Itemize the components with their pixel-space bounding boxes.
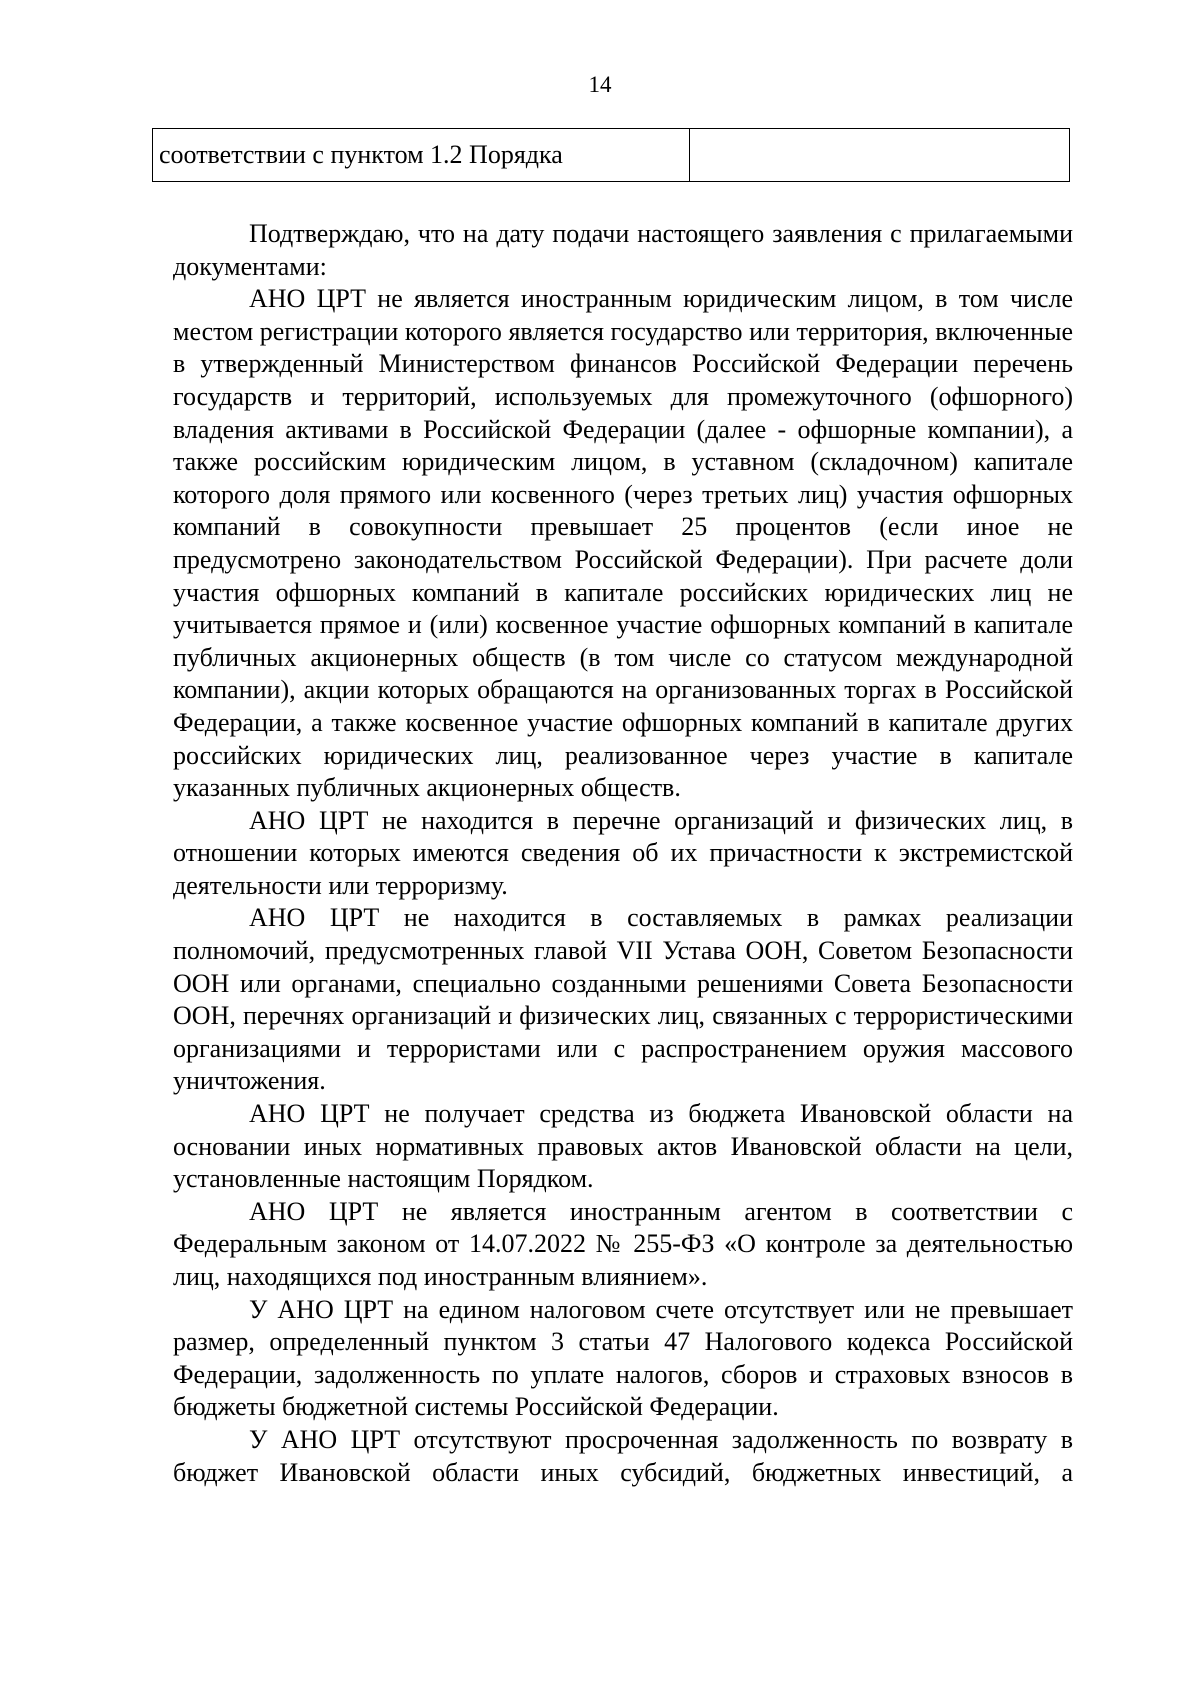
paragraph-tax-debt: У АНО ЦРТ на едином налоговом счете отсутствует или не превышает размер, определенный пунктом 3 статьи 47 Налогового кодекса Российской Федерации, задолженность по уплате налогов, сборов и страховых взносов в бюджеты бюджетной системы Российской Федерации.: [173, 1294, 1073, 1422]
table-cell-right: [690, 129, 1070, 182]
page-number: 14: [588, 72, 612, 97]
paragraph-un-sanctions-list: АНО ЦРТ не находится в составляемых в рамках реализации полномочий, предусмотренных главой VII Устава ООН, Советом Безопасности ООН или органами, специально созданными решениями Совета Безопасности ООН, перечнях организаций и физических лиц, связанных с террористическими организациями и террористами или с распространением оружия массового уничтожения.: [173, 903, 1073, 1096]
paragraph-extremism-list: АНО ЦРТ не находится в перечне организаций и физических лиц, в отношении которых имеются сведения об их причастности к экстремистской деятельности или терроризму.: [173, 805, 1073, 900]
paragraph-offshore-status: АНО ЦРТ не является иностранным юридическим лицом, в том числе местом регистрации которого является государство или территория, включенные в утвержденный Министерством финансов Российской Федерации перечень государств и территорий, используемых для промежуточного (офшорного) владения активами в Российской Федерации (далее - офшорные компании), а также российским юридическим лицом, в уставном (складочном) капитале которого доля прямого или косвенного (через третьих лиц) участия офшорных компаний в совокупности превышает 25 процентов (если иное не предусмотрено законодательством Российской Федерации). При расчете доли участия офшорных компаний в капитале российских юридических лиц не учитывается прямое и (или) косвенное участие офшорных компаний в капитале публичных акционерных обществ (в том числе со статусом международной компании), акции которых обращаются на организованных торгах в Российской Федерации, а также косвенное участие офшорных компаний в капитале других российских юридических лиц, реализованное через участие в капитале указанных публичных акционерных обществ.: [173, 284, 1073, 803]
paragraph-overdue-debt: У АНО ЦРТ отсутствуют просроченная задолженность по возврату в бюджет Ивановской области иных субсидий, бюджетных инвестиций, а: [173, 1424, 1073, 1487]
table-cell-left: соответствии с пунктом 1.2 Порядка: [153, 129, 690, 182]
paragraph-foreign-agent: АНО ЦРТ не является иностранным агентом в соответствии с Федеральным законом от 14.07.2022 № 255-ФЗ «О контроле за деятельностью лиц, находящихся под иностранным влиянием».: [173, 1196, 1073, 1291]
table-row: [153, 129, 1070, 182]
document-body: [173, 218, 1073, 1489]
paragraph-budget-funds: АНО ЦРТ не получает средства из бюджета Ивановской области на основании иных нормативных правовых актов Ивановской области на цели, установленные настоящим Порядком.: [173, 1099, 1073, 1194]
paragraph-confirmation-intro: Подтверждаю, что на дату подачи настоящего заявления с прилагаемыми документами:: [173, 219, 1073, 281]
continuation-table: [152, 128, 1070, 182]
